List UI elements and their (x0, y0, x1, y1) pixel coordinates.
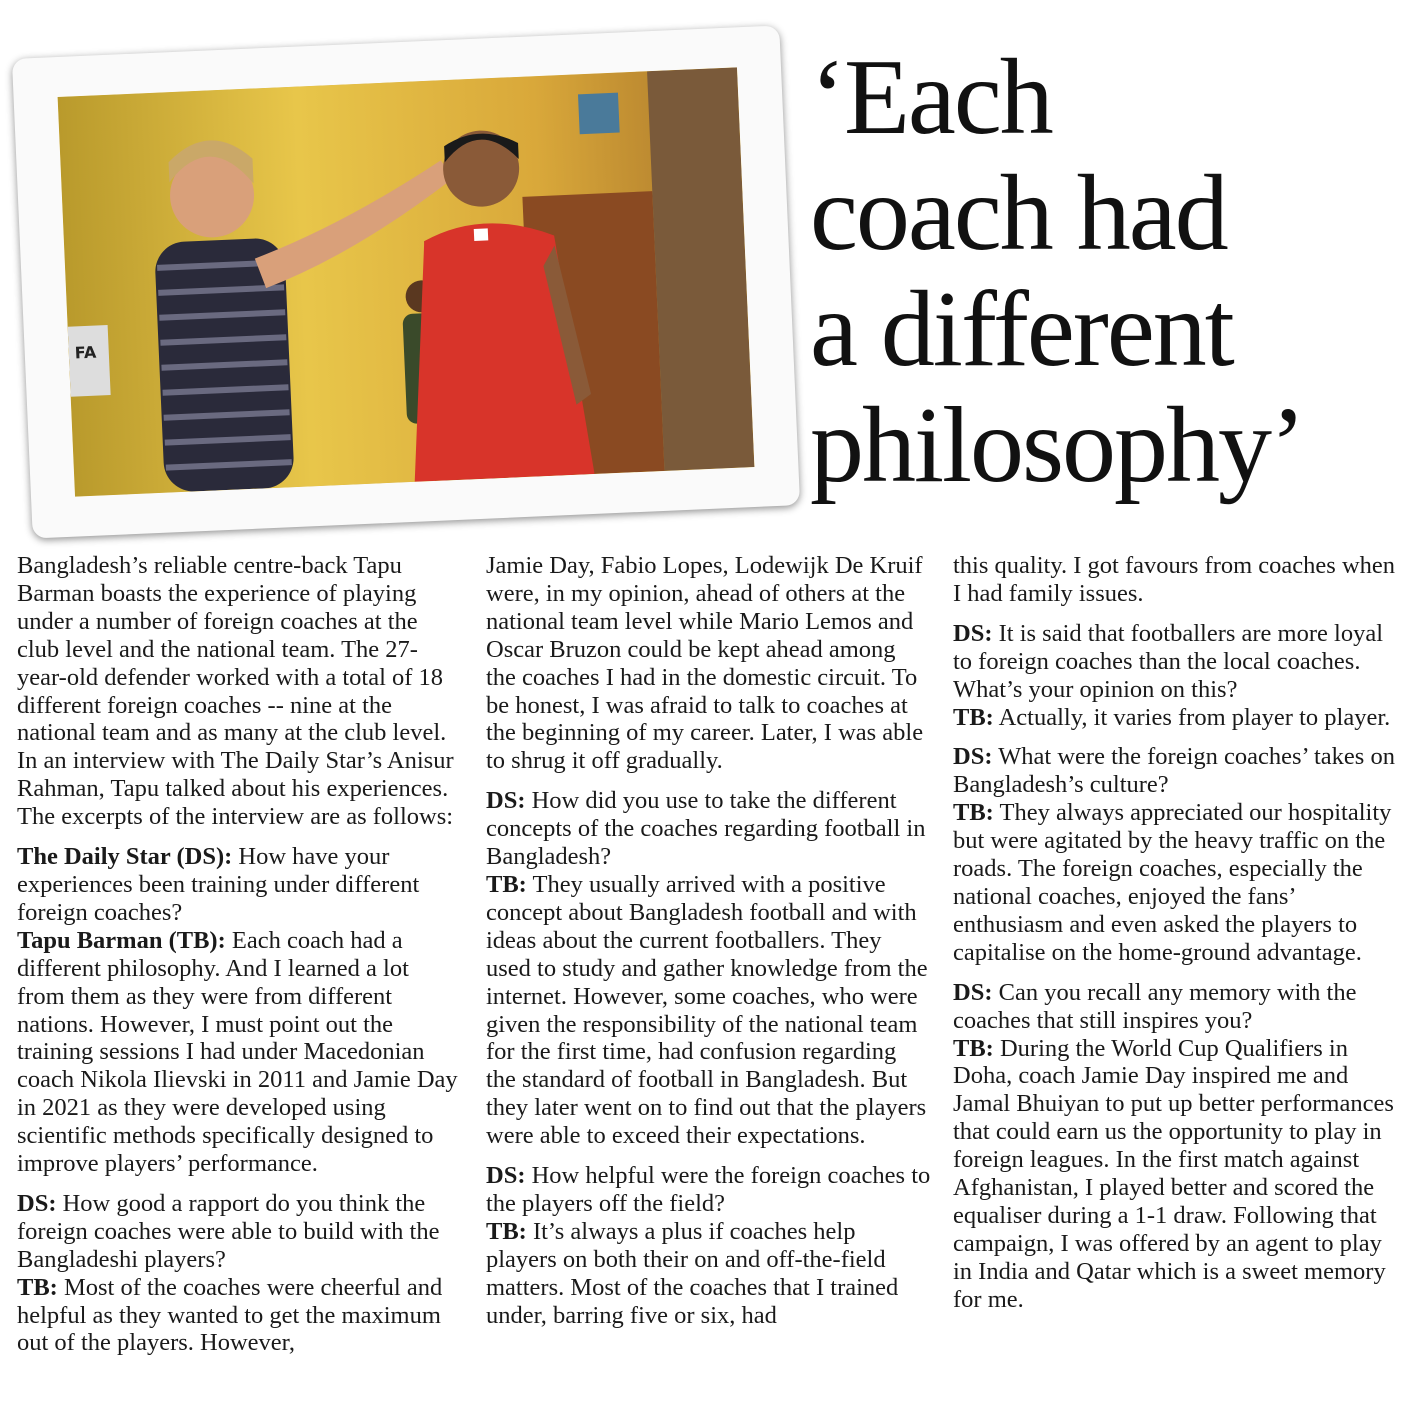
question-text: What were the foreign coaches’ takes on Bangladesh’s culture? (953, 743, 1395, 799)
question-text: How did you use to take the different concepts of the coaches regarding football in Bangladesh? (486, 787, 926, 871)
answer-label: TB: (953, 703, 994, 731)
question-text: How good a rapport do you think the foreign coaches were able to build with the Bangladeshi players? (17, 1189, 440, 1273)
question-label: DS: (953, 743, 993, 771)
qa-paragraph-2 (17, 1190, 462, 1357)
article-photo (58, 67, 755, 496)
headline-line-1: ‘Each (810, 38, 1052, 157)
intro-paragraph: Bangladesh’s reliable centre-back Tapu Barman boasts the experience of playing under a number of foreign coaches at the club level and the national team. The 27-year-old defender worked with a total of 18 different foreign coaches -- nine at the national team and as many at the club level. In an interview with The Daily Star’s Anisur Rahman, Tapu talked about his experiences. The excerpts of the interview are as follows: (17, 552, 454, 831)
answer-text: Each coach had a different philosophy. And I learned a lot from them as they were from different nations. However, I must point out the training sessions I had under Macedonian coach Nikola Ilievski in 2011 and Jamie Day in 2021 as they were developed using scientific methods specifically designed to improve players’ performance. (17, 926, 458, 1178)
headline-line-3: a different (810, 270, 1233, 389)
answer-text: Most of the coaches were cheerful and helpful as they wanted to get the maximum out of the players. However, (17, 1273, 443, 1357)
answer-text: They always appreciated our hospitality but were agitated by the heavy traffic on the roads. The foreign coaches, especially the national coaches, enjoyed the fans’ enthusiasm and even asked the players to capitalise on the home-ground advantage. (953, 799, 1392, 966)
question-text: Can you recall any memory with the coaches that still inspires you? (953, 978, 1357, 1034)
question-text: How helpful were the foreign coaches to the players off the field? (486, 1162, 931, 1217)
answer-continued: this quality. I got favours from coaches when I had family issues. (953, 552, 1396, 607)
answer-continued: Jamie Day, Fabio Lopes, Lodewijk De Kruif were, in my opinion, ahead of others at the national team level while Mario Lemos and Oscar Bruzon could be kept ahead among the coaches I had in the domestic circuit. To be honest, I was afraid to talk to coaches at the beginning of my career. Later, I was able to shrug it off gradually. (486, 552, 924, 775)
qa-paragraph-3 (486, 787, 931, 1150)
question-label: The Daily Star (DS): (17, 843, 233, 871)
headline-line-2: coach had (810, 154, 1227, 273)
answer-text: Actually, it varies from player to player. (993, 703, 1391, 731)
qa-paragraph-4 (486, 1162, 931, 1329)
question-text: How have your experiences been training under different foreign coaches? (17, 843, 420, 926)
headline-line-4: philosophy’ (810, 386, 1305, 505)
wall-sign-text: FA (74, 342, 97, 363)
qa-paragraph-7 (953, 979, 1398, 1314)
question-text: It is said that footballers are more loyal to foreign coaches than the local coaches. What’s your opinion on this? (953, 619, 1384, 703)
question-label: DS: (953, 619, 993, 647)
article-column-3 (953, 552, 1398, 1326)
photo-icon (58, 67, 755, 496)
answer-label: TB: (953, 1034, 994, 1062)
question-label: DS: (17, 1189, 57, 1217)
qa-paragraph-6 (953, 743, 1398, 966)
answer-text: They usually arrived with a positive concept about Bangladesh football and with ideas about the current footballers. They used to study and gather knowledge from the internet. However, some coaches, who were given the responsibility of the national team for the first time, had confusion regarding the standard of football in Bangladesh. But they later went on to find out that the players were able to exceed their expectations. (486, 870, 928, 1150)
answer-label: TB: (953, 799, 994, 827)
article-column-2 (486, 552, 931, 1341)
qa-paragraph-5 (953, 620, 1398, 732)
article-column-1 (17, 552, 462, 1369)
question-label: DS: (486, 1162, 526, 1190)
qa-paragraph-1 (17, 843, 462, 1178)
question-label: DS: (486, 787, 526, 815)
answer-text: It’s always a plus if coaches help players on both their on and off-the-field matters. Most of the coaches that I trained under, barring five or six, had (486, 1217, 899, 1329)
answer-label: TB: (486, 1217, 527, 1245)
question-label: DS: (953, 978, 993, 1006)
answer-label: Tapu Barman (TB): (17, 926, 226, 954)
photo-frame (12, 25, 800, 538)
answer-label: TB: (486, 870, 527, 898)
answer-label: TB: (17, 1273, 58, 1301)
headline (810, 40, 1400, 504)
answer-text: During the World Cup Qualifiers in Doha, coach Jamie Day inspired me and Jamal Bhuiyan to put up better performances that could earn us the opportunity to play in foreign leagues. In the first match against Afghanistan, I played better and scored the equaliser during a 1-1 draw. Following that campaign, I was offered by an agent to play in India and Qatar which is a sweet memory for me. (953, 1034, 1394, 1313)
